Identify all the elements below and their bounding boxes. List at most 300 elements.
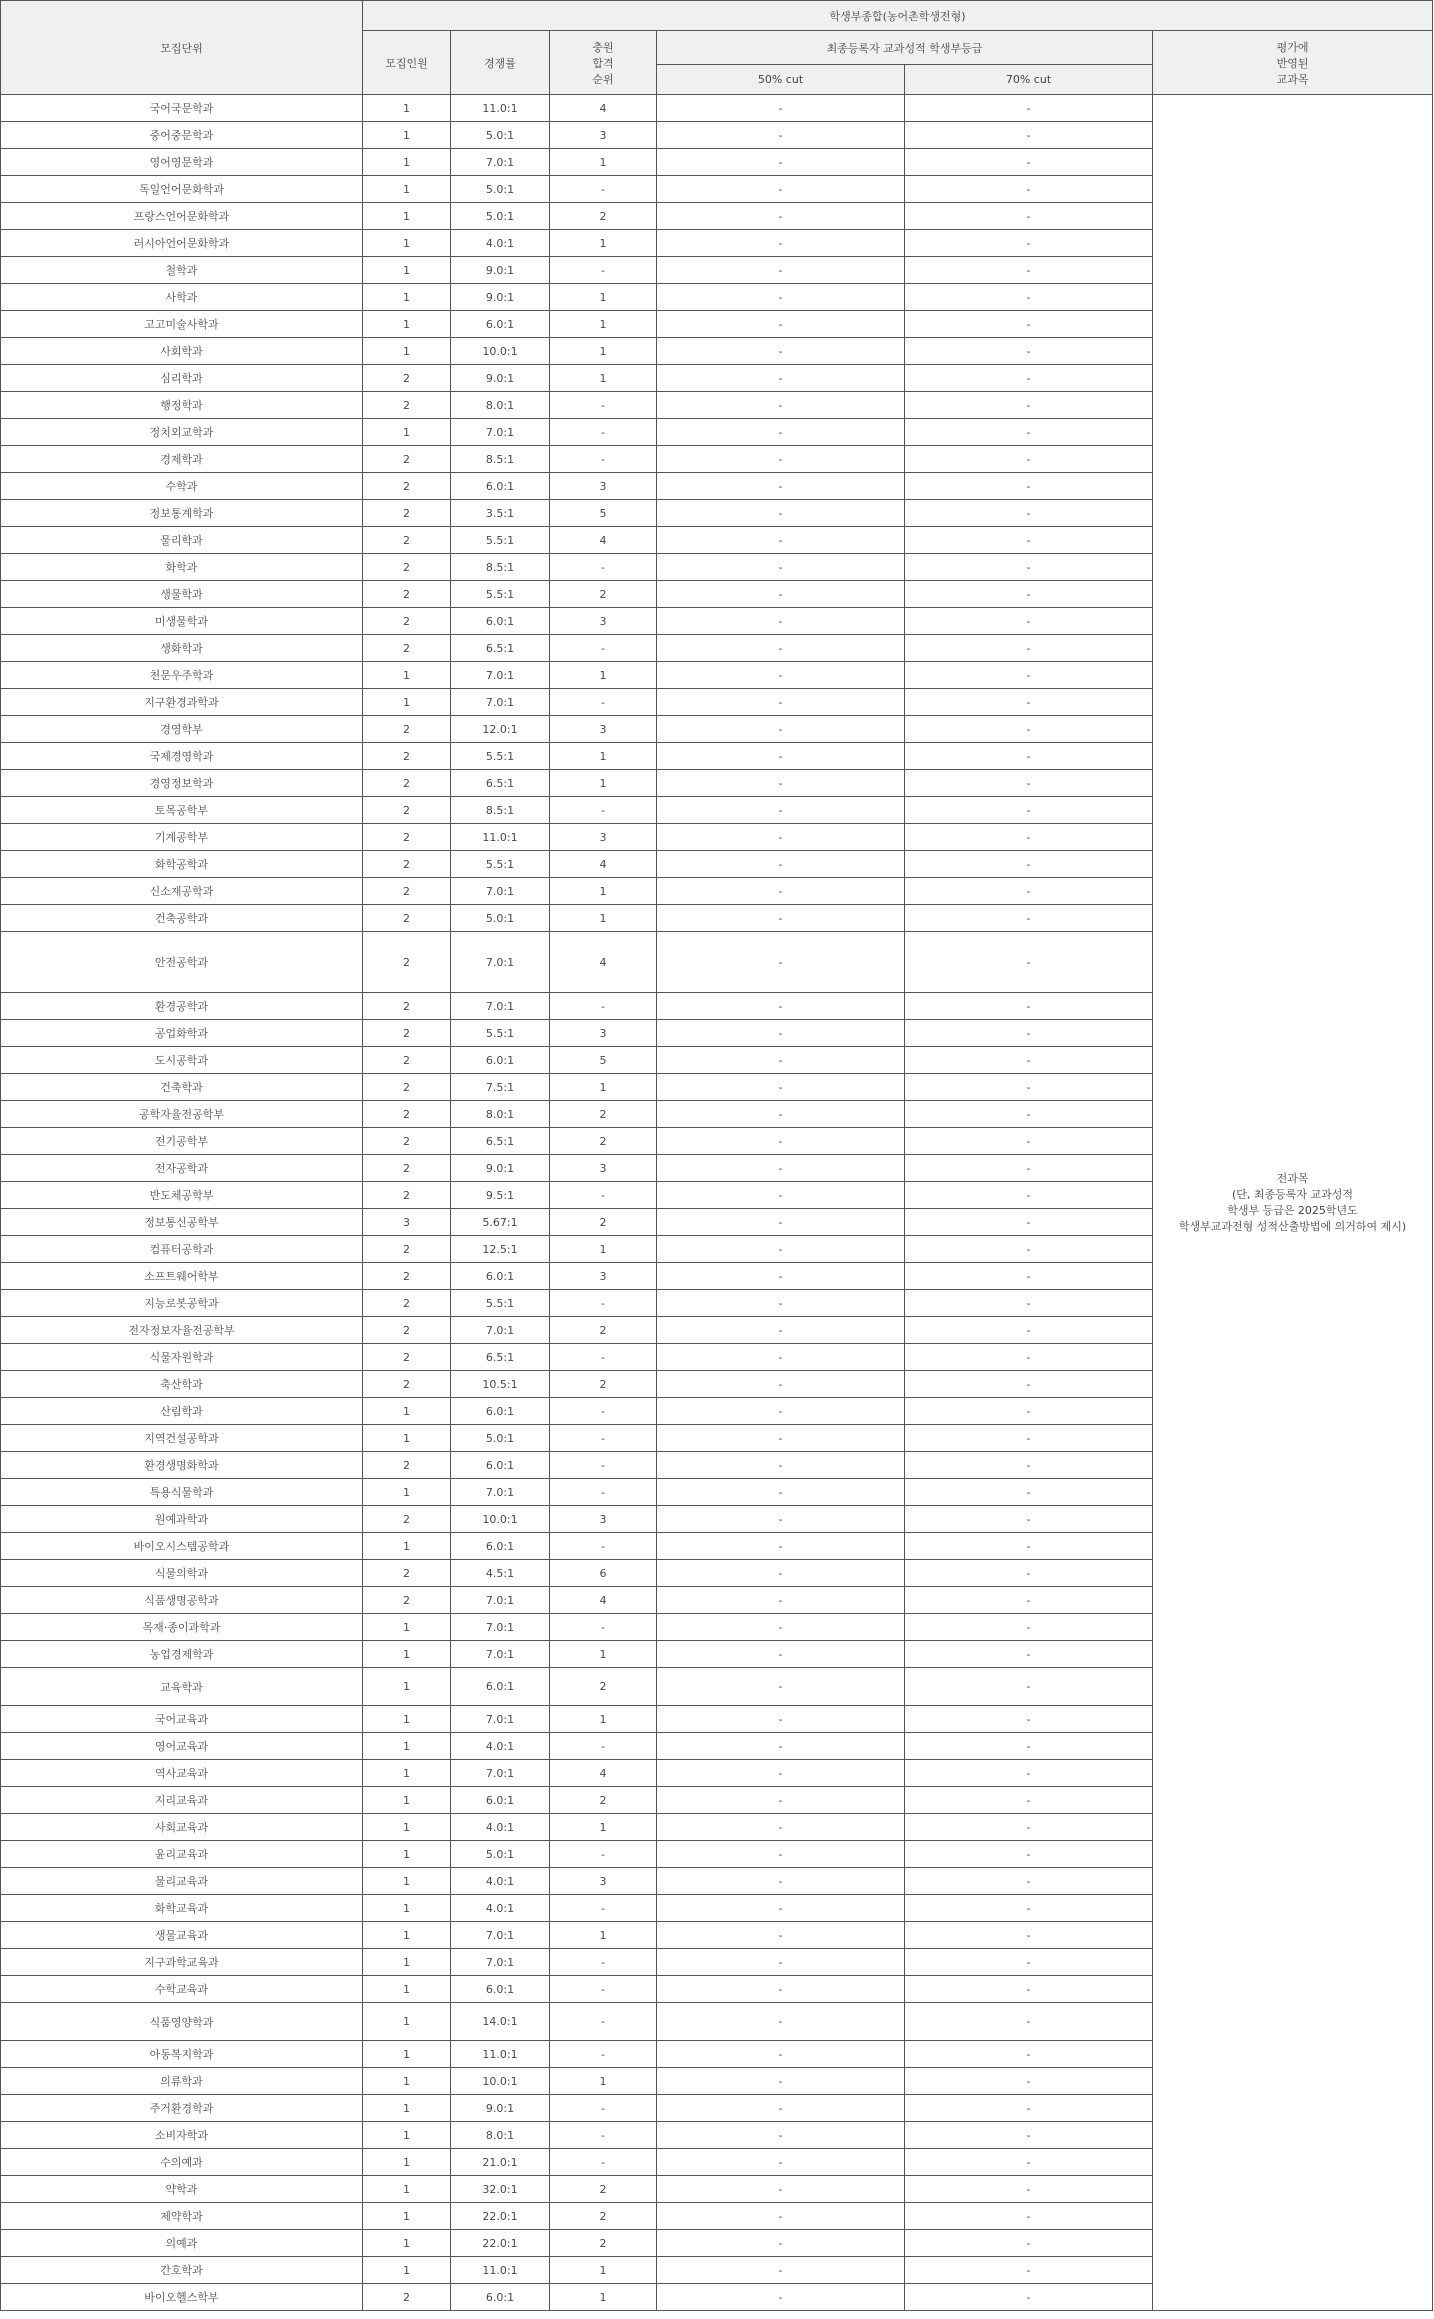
unit-cell: 프랑스언어문화학과 [1, 203, 363, 230]
unit-cell: 특용식물학과 [1, 1479, 363, 1506]
cut50-cell: - [657, 1452, 905, 1479]
unit-cell: 사학과 [1, 284, 363, 311]
cut50-cell: - [657, 716, 905, 743]
cut70-cell: - [905, 1074, 1153, 1101]
header-rank [550, 31, 657, 95]
rank-cell: 5 [550, 1047, 657, 1074]
header-rank-line: 합격 [592, 56, 614, 70]
unit-cell: 제약학과 [1, 2203, 363, 2230]
unit-cell: 독일언어문화학과 [1, 176, 363, 203]
ratio-cell: 22.0:1 [451, 2230, 550, 2257]
quota-cell: 1 [363, 203, 451, 230]
quota-cell: 2 [363, 1074, 451, 1101]
unit-cell: 영어영문학과 [1, 149, 363, 176]
cut70-cell: - [905, 1760, 1153, 1787]
rank-cell: 1 [550, 1706, 657, 1733]
rank-cell: 1 [550, 284, 657, 311]
cut70-cell: - [905, 1263, 1153, 1290]
unit-cell: 원예과학과 [1, 1506, 363, 1533]
ratio-cell: 7.5:1 [451, 1074, 550, 1101]
rank-cell: - [550, 2095, 657, 2122]
cut50-cell: - [657, 2003, 905, 2041]
quota-cell: 1 [363, 2176, 451, 2203]
quota-cell: 1 [363, 1641, 451, 1668]
unit-cell: 정보통신공학부 [1, 1209, 363, 1236]
table-header [1, 1, 1433, 95]
cut50-cell: - [657, 122, 905, 149]
quota-cell: 1 [363, 662, 451, 689]
rank-cell: 2 [550, 2203, 657, 2230]
cut70-cell: - [905, 338, 1153, 365]
unit-cell: 영어교육과 [1, 1733, 363, 1760]
cut50-cell: - [657, 527, 905, 554]
quota-cell: 1 [363, 1895, 451, 1922]
rank-cell: - [550, 446, 657, 473]
rank-cell: - [550, 797, 657, 824]
cut70-cell: - [905, 500, 1153, 527]
quota-cell: 2 [363, 716, 451, 743]
ratio-cell: 21.0:1 [451, 2149, 550, 2176]
quota-cell: 2 [363, 932, 451, 993]
ratio-cell: 32.0:1 [451, 2176, 550, 2203]
cut50-cell: - [657, 824, 905, 851]
unit-cell: 생물교육과 [1, 1922, 363, 1949]
quota-cell: 2 [363, 851, 451, 878]
unit-cell: 러시아언어문화학과 [1, 230, 363, 257]
header-unit: 모집단위 [1, 1, 363, 95]
quota-cell: 2 [363, 635, 451, 662]
header-subjects-line: 반영된 [1276, 56, 1309, 70]
cut50-cell: - [657, 2068, 905, 2095]
cut50-cell: - [657, 1868, 905, 1895]
quota-cell: 2 [363, 554, 451, 581]
quota-cell: 1 [363, 1668, 451, 1706]
cut50-cell: - [657, 149, 905, 176]
cut50-cell: - [657, 2284, 905, 2311]
cut50-cell: - [657, 1787, 905, 1814]
rank-cell: - [550, 176, 657, 203]
cut70-cell: - [905, 1290, 1153, 1317]
rank-cell: - [550, 2041, 657, 2068]
table-row [1, 95, 1433, 122]
rank-cell: 1 [550, 2257, 657, 2284]
ratio-cell: 6.0:1 [451, 1976, 550, 2003]
rank-cell: 2 [550, 203, 657, 230]
ratio-cell: 11.0:1 [451, 824, 550, 851]
rank-cell: 2 [550, 1128, 657, 1155]
cut70-cell: - [905, 1452, 1153, 1479]
cut70-cell: - [905, 284, 1153, 311]
rank-cell: 1 [550, 1641, 657, 1668]
cut70-cell: - [905, 716, 1153, 743]
ratio-cell: 6.0:1 [451, 1047, 550, 1074]
cut50-cell: - [657, 1155, 905, 1182]
rank-cell: - [550, 1398, 657, 1425]
cut70-cell: - [905, 932, 1153, 993]
cut70-cell: - [905, 662, 1153, 689]
unit-cell: 주거환경학과 [1, 2095, 363, 2122]
cut50-cell: - [657, 392, 905, 419]
quota-cell: 2 [363, 1182, 451, 1209]
cut70-cell: - [905, 1614, 1153, 1641]
rank-cell: 3 [550, 716, 657, 743]
quota-cell: 2 [363, 797, 451, 824]
cut50-cell: - [657, 1841, 905, 1868]
cut50-cell: - [657, 203, 905, 230]
cut70-cell: - [905, 1425, 1153, 1452]
cut70-cell: - [905, 1155, 1153, 1182]
cut70-cell: - [905, 1479, 1153, 1506]
cut70-cell: - [905, 797, 1153, 824]
unit-cell: 수학과 [1, 473, 363, 500]
rank-cell: 1 [550, 662, 657, 689]
ratio-cell: 9.0:1 [451, 1155, 550, 1182]
cut70-cell: - [905, 770, 1153, 797]
cut70-cell: - [905, 1895, 1153, 1922]
rank-cell: 1 [550, 230, 657, 257]
ratio-cell: 9.0:1 [451, 365, 550, 392]
cut50-cell: - [657, 1128, 905, 1155]
unit-cell: 사회교육과 [1, 1814, 363, 1841]
ratio-cell: 22.0:1 [451, 2203, 550, 2230]
unit-cell: 건축공학과 [1, 905, 363, 932]
rank-cell: 3 [550, 1155, 657, 1182]
ratio-cell: 4.0:1 [451, 1733, 550, 1760]
rank-cell: - [550, 993, 657, 1020]
quota-cell: 2 [363, 905, 451, 932]
ratio-cell: 7.0:1 [451, 689, 550, 716]
unit-cell: 중어중문학과 [1, 122, 363, 149]
cut50-cell: - [657, 1949, 905, 1976]
rank-cell: 1 [550, 1922, 657, 1949]
cut70-cell: - [905, 878, 1153, 905]
quota-cell: 2 [363, 1317, 451, 1344]
quota-cell: 1 [363, 2230, 451, 2257]
quota-cell: 1 [363, 1868, 451, 1895]
unit-cell: 경제학과 [1, 446, 363, 473]
cut70-cell: - [905, 608, 1153, 635]
unit-cell: 생화학과 [1, 635, 363, 662]
cut70-cell: - [905, 851, 1153, 878]
ratio-cell: 5.0:1 [451, 1841, 550, 1868]
unit-cell: 윤리교육과 [1, 1841, 363, 1868]
cut50-cell: - [657, 1922, 905, 1949]
rank-cell: 4 [550, 1760, 657, 1787]
ratio-cell: 5.0:1 [451, 176, 550, 203]
cut50-cell: - [657, 2122, 905, 2149]
cut70-cell: - [905, 473, 1153, 500]
quota-cell: 2 [363, 1155, 451, 1182]
ratio-cell: 9.0:1 [451, 2095, 550, 2122]
cut70-cell: - [905, 2257, 1153, 2284]
unit-cell: 축산학과 [1, 1371, 363, 1398]
ratio-cell: 11.0:1 [451, 2257, 550, 2284]
quota-cell: 2 [363, 2284, 451, 2311]
cut70-cell: - [905, 1976, 1153, 2003]
unit-cell: 화학교육과 [1, 1895, 363, 1922]
ratio-cell: 7.0:1 [451, 1587, 550, 1614]
unit-cell: 경영학부 [1, 716, 363, 743]
subjects-note-line: (단, 최종등록자 교과성적 [1231, 1187, 1354, 1201]
rank-cell: - [550, 1841, 657, 1868]
quota-cell: 1 [363, 95, 451, 122]
cut50-cell: - [657, 689, 905, 716]
rank-cell: 3 [550, 1506, 657, 1533]
quota-cell: 1 [363, 2041, 451, 2068]
quota-cell: 1 [363, 176, 451, 203]
cut70-cell: - [905, 1868, 1153, 1895]
quota-cell: 1 [363, 2122, 451, 2149]
ratio-cell: 11.0:1 [451, 95, 550, 122]
unit-cell: 지능로봇공학과 [1, 1290, 363, 1317]
quota-cell: 2 [363, 1020, 451, 1047]
quota-cell: 1 [363, 2203, 451, 2230]
cut50-cell: - [657, 770, 905, 797]
cut70-cell: - [905, 2149, 1153, 2176]
cut70-cell: - [905, 2176, 1153, 2203]
cut70-cell: - [905, 311, 1153, 338]
unit-cell: 전자정보자율전공학부 [1, 1317, 363, 1344]
quota-cell: 1 [363, 338, 451, 365]
cut70-cell: - [905, 1371, 1153, 1398]
cut50-cell: - [657, 993, 905, 1020]
ratio-cell: 4.0:1 [451, 1868, 550, 1895]
ratio-cell: 6.5:1 [451, 1344, 550, 1371]
quota-cell: 1 [363, 1706, 451, 1733]
cut50-cell: - [657, 878, 905, 905]
header-group-title: 학생부종합(농어촌학생전형) [363, 1, 1433, 31]
cut50-cell: - [657, 1560, 905, 1587]
rank-cell: - [550, 257, 657, 284]
cut50-cell: - [657, 1182, 905, 1209]
quota-cell: 2 [363, 770, 451, 797]
cut70-cell: - [905, 122, 1153, 149]
rank-cell: 5 [550, 500, 657, 527]
cut50-cell: - [657, 1290, 905, 1317]
ratio-cell: 5.0:1 [451, 203, 550, 230]
cut70-cell: - [905, 581, 1153, 608]
cut50-cell: - [657, 635, 905, 662]
ratio-cell: 7.0:1 [451, 1706, 550, 1733]
cut50-cell: - [657, 419, 905, 446]
cut50-cell: - [657, 1614, 905, 1641]
unit-cell: 물리교육과 [1, 1868, 363, 1895]
cut50-cell: - [657, 1479, 905, 1506]
unit-cell: 철학과 [1, 257, 363, 284]
quota-cell: 1 [363, 1922, 451, 1949]
rank-cell: 1 [550, 743, 657, 770]
quota-cell: 2 [363, 608, 451, 635]
rank-cell: 2 [550, 2176, 657, 2203]
rank-cell: 1 [550, 365, 657, 392]
rank-cell: 1 [550, 1074, 657, 1101]
cut70-cell: - [905, 1020, 1153, 1047]
rank-cell: - [550, 1949, 657, 1976]
header-rank-line: 순위 [592, 72, 614, 86]
ratio-cell: 8.5:1 [451, 797, 550, 824]
cut70-cell: - [905, 1398, 1153, 1425]
cut50-cell: - [657, 1814, 905, 1841]
quota-cell: 1 [363, 311, 451, 338]
cut50-cell: - [657, 500, 905, 527]
ratio-cell: 3.5:1 [451, 500, 550, 527]
ratio-cell: 6.0:1 [451, 1668, 550, 1706]
quota-cell: 1 [363, 1814, 451, 1841]
rank-cell: - [550, 554, 657, 581]
ratio-cell: 7.0:1 [451, 1614, 550, 1641]
header-rank-line: 충원 [592, 40, 614, 54]
unit-cell: 컴퓨터공학과 [1, 1236, 363, 1263]
cut70-cell: - [905, 2095, 1153, 2122]
quota-cell: 1 [363, 1733, 451, 1760]
quota-cell: 1 [363, 1614, 451, 1641]
cut70-cell: - [905, 1236, 1153, 1263]
unit-cell: 수학교육과 [1, 1976, 363, 2003]
cut70-cell: - [905, 689, 1153, 716]
quota-cell: 2 [363, 1263, 451, 1290]
unit-cell: 역사교육과 [1, 1760, 363, 1787]
cut50-cell: - [657, 1668, 905, 1706]
ratio-cell: 5.5:1 [451, 851, 550, 878]
cut50-cell: - [657, 1398, 905, 1425]
ratio-cell: 7.0:1 [451, 1922, 550, 1949]
quota-cell: 2 [363, 1452, 451, 1479]
cut70-cell: - [905, 1101, 1153, 1128]
quota-cell: 2 [363, 993, 451, 1020]
cut70-cell: - [905, 257, 1153, 284]
ratio-cell: 5.5:1 [451, 743, 550, 770]
rank-cell: 1 [550, 149, 657, 176]
cut50-cell: - [657, 176, 905, 203]
unit-cell: 식품생명공학과 [1, 1587, 363, 1614]
quota-cell: 3 [363, 1209, 451, 1236]
cut70-cell: - [905, 2122, 1153, 2149]
quota-cell: 1 [363, 689, 451, 716]
cut50-cell: - [657, 1317, 905, 1344]
unit-cell: 간호학과 [1, 2257, 363, 2284]
rank-cell: - [550, 2149, 657, 2176]
cut70-cell: - [905, 419, 1153, 446]
rank-cell: - [550, 1290, 657, 1317]
cut50-cell: - [657, 2203, 905, 2230]
quota-cell: 1 [363, 1949, 451, 1976]
quota-cell: 1 [363, 2095, 451, 2122]
unit-cell: 바이오시스템공학과 [1, 1533, 363, 1560]
ratio-cell: 9.0:1 [451, 284, 550, 311]
ratio-cell: 8.0:1 [451, 1101, 550, 1128]
unit-cell: 소프트웨어학부 [1, 1263, 363, 1290]
cut50-cell: - [657, 95, 905, 122]
header-subjects [1153, 31, 1433, 95]
rank-cell: 2 [550, 1371, 657, 1398]
unit-cell: 정치외교학과 [1, 419, 363, 446]
header-cut70: 70% cut [905, 65, 1153, 95]
rank-cell: - [550, 2122, 657, 2149]
rank-cell: 4 [550, 851, 657, 878]
unit-cell: 경영정보학과 [1, 770, 363, 797]
ratio-cell: 7.0:1 [451, 1317, 550, 1344]
ratio-cell: 7.0:1 [451, 1479, 550, 1506]
ratio-cell: 4.0:1 [451, 230, 550, 257]
rank-cell: 1 [550, 770, 657, 797]
ratio-cell: 5.0:1 [451, 905, 550, 932]
cut70-cell: - [905, 1209, 1153, 1236]
ratio-cell: 8.0:1 [451, 392, 550, 419]
cut70-cell: - [905, 1128, 1153, 1155]
unit-cell: 고고미술사학과 [1, 311, 363, 338]
rank-cell: 1 [550, 1236, 657, 1263]
subjects-note-line: 학생부 등급은 2025학년도 [1227, 1203, 1358, 1217]
quota-cell: 1 [363, 149, 451, 176]
subjects-note-line: 전과목 [1276, 1171, 1309, 1185]
unit-cell: 반도체공학부 [1, 1182, 363, 1209]
header-subjects-line: 평가에 [1276, 40, 1309, 54]
ratio-cell: 6.0:1 [451, 1787, 550, 1814]
rank-cell: 1 [550, 2284, 657, 2311]
ratio-cell: 6.0:1 [451, 1263, 550, 1290]
cut50-cell: - [657, 1236, 905, 1263]
rank-cell: - [550, 689, 657, 716]
unit-cell: 심리학과 [1, 365, 363, 392]
rank-cell: 3 [550, 122, 657, 149]
ratio-cell: 6.0:1 [451, 311, 550, 338]
unit-cell: 농업경제학과 [1, 1641, 363, 1668]
ratio-cell: 5.5:1 [451, 581, 550, 608]
rank-cell: 1 [550, 2068, 657, 2095]
unit-cell: 기계공학부 [1, 824, 363, 851]
cut50-cell: - [657, 608, 905, 635]
ratio-cell: 10.0:1 [451, 338, 550, 365]
quota-cell: 1 [363, 1533, 451, 1560]
cut70-cell: - [905, 993, 1153, 1020]
unit-cell: 화학공학과 [1, 851, 363, 878]
quota-cell: 2 [363, 392, 451, 419]
quota-cell: 2 [363, 1506, 451, 1533]
quota-cell: 1 [363, 1425, 451, 1452]
unit-cell: 건축학과 [1, 1074, 363, 1101]
header-grade-group: 최종등록자 교과성적 학생부등급 [657, 31, 1153, 65]
ratio-cell: 7.0:1 [451, 662, 550, 689]
unit-cell: 행정학과 [1, 392, 363, 419]
cut50-cell: - [657, 338, 905, 365]
cut70-cell: - [905, 743, 1153, 770]
unit-cell: 바이오헬스학부 [1, 2284, 363, 2311]
unit-cell: 국어국문학과 [1, 95, 363, 122]
cut70-cell: - [905, 824, 1153, 851]
cut70-cell: - [905, 2068, 1153, 2095]
ratio-cell: 5.0:1 [451, 122, 550, 149]
quota-cell: 1 [363, 2003, 451, 2041]
cut50-cell: - [657, 1976, 905, 2003]
cut70-cell: - [905, 1949, 1153, 1976]
cut50-cell: - [657, 851, 905, 878]
cut50-cell: - [657, 662, 905, 689]
quota-cell: 1 [363, 230, 451, 257]
rank-cell: - [550, 419, 657, 446]
rank-cell: - [550, 635, 657, 662]
ratio-cell: 7.0:1 [451, 878, 550, 905]
unit-cell: 식물자원학과 [1, 1344, 363, 1371]
unit-cell: 안전공학과 [1, 932, 363, 993]
cut50-cell: - [657, 1209, 905, 1236]
ratio-cell: 8.5:1 [451, 446, 550, 473]
quota-cell: 2 [363, 365, 451, 392]
rank-cell: 2 [550, 1209, 657, 1236]
quota-cell: 2 [363, 1587, 451, 1614]
rank-cell: 3 [550, 1020, 657, 1047]
header-ratio: 경쟁률 [451, 31, 550, 95]
cut70-cell: - [905, 527, 1153, 554]
